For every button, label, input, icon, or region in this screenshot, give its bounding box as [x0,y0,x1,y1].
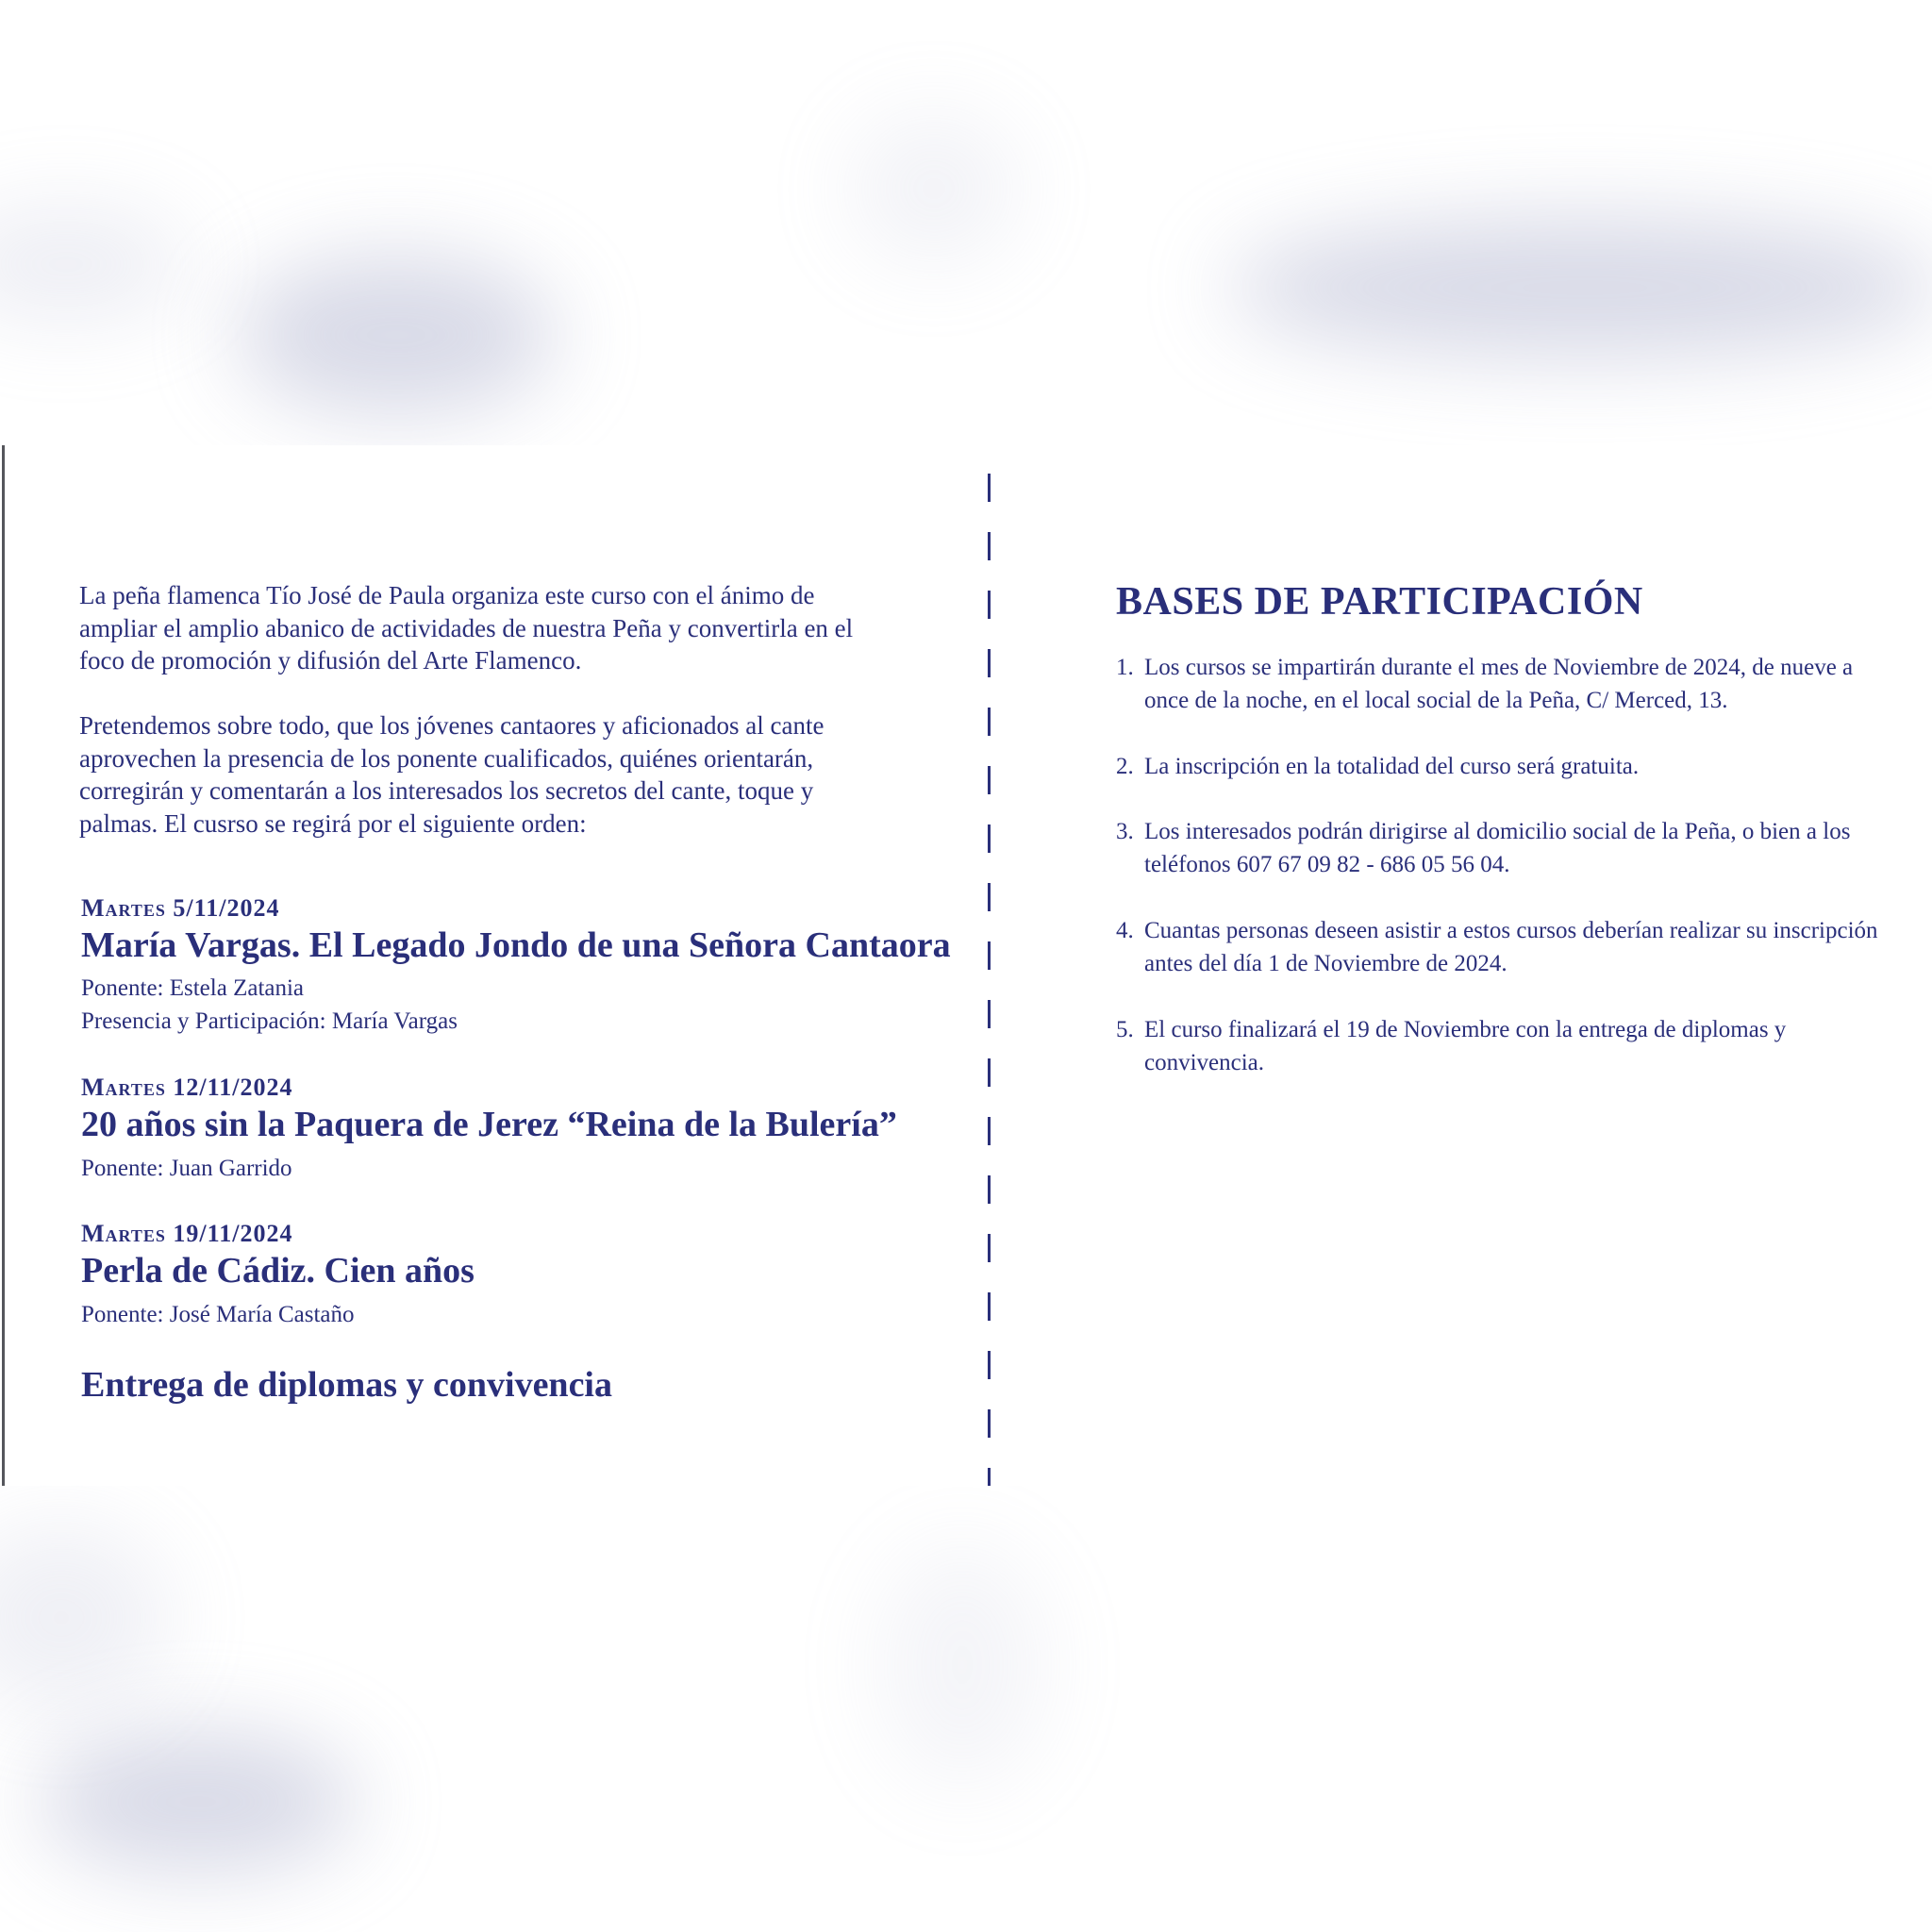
rule-text: Cuantas personas deseen asistir a estos cursos deberían realizar su inscripción antes del día 1 de Noviembre de 2024. [1144,918,1878,976]
rule-text: Los interesados podrán dirigirse al domicilio social de la Peña, o bien a los teléfonos 607 67 09 82 - 686 05 56 04. [1144,819,1851,877]
session-title: 20 años sin la Paquera de Jerez “Reina de la Bulería” [81,1105,897,1144]
rule-number: 5. [1116,1017,1134,1042]
brochure [0,445,1932,1486]
brochure-left-edge [2,445,5,1486]
rule-number: 2. [1116,754,1134,779]
session-speaker: Ponente: Estela Zatania [81,975,305,1001]
blurred-background-bottom [0,1486,1932,1932]
intro-paragraph-1: La peña flamenca Tío José de Paula organiza este curso con el ánimo de ampliar el amplio abanico de actividades de nuestra Peña y convertirla en el foco de promoción y difusión del Arte Flamenco. [79,581,854,675]
closing-title: Entrega de diplomas y convivencia [81,1365,612,1405]
rule-item [1116,751,1890,784]
intro-paragraph-2: Pretendemos sobre todo, que los jóvenes cantaores y aficionados al cante aprovechen la presencia de los ponente cualificados, quiénes orientarán, corregirán y comentarán a los interesados los secretos del cante, toque y palmas. El cusrso se regirá por el siguiente orden: [79,711,824,838]
dashed-fold-line [988,474,991,1486]
session-title: Perla de Cádiz. Cien años [81,1251,475,1291]
session-date: Martes 5/11/2024 [81,894,280,922]
rule-item [1116,915,1890,980]
rule-text: Los cursos se impartirán durante el mes de Noviembre de 2024, de nueve a once de la noche, en el local social de la Peña, C/ Merced, 13. [1144,655,1854,713]
session-speaker: Ponente: José María Castaño [81,1302,355,1327]
blurred-background-top [0,0,1932,445]
rule-item [1116,1014,1890,1079]
session-date: Martes 12/11/2024 [81,1074,293,1101]
session-title: María Vargas. El Legado Jondo de una Señora Cantaora [81,925,951,965]
session-speaker: Ponente: Juan Garrido [81,1156,292,1181]
bases-heading: BASES DE PARTICIPACIÓN [1116,580,1643,624]
rule-item [1116,652,1890,717]
session-participation: Presencia y Participación: María Vargas [81,1008,458,1034]
session-date: Martes 19/11/2024 [81,1220,293,1247]
rule-number: 4. [1116,918,1134,943]
rule-number: 1. [1116,655,1134,680]
rule-text: El curso finalizará el 19 de Noviembre con la entrega de diplomas y convivencia. [1144,1017,1787,1075]
rule-text: La inscripción en la totalidad del curso será gratuita. [1144,754,1640,779]
rule-item [1116,816,1890,881]
rule-number: 3. [1116,819,1134,844]
